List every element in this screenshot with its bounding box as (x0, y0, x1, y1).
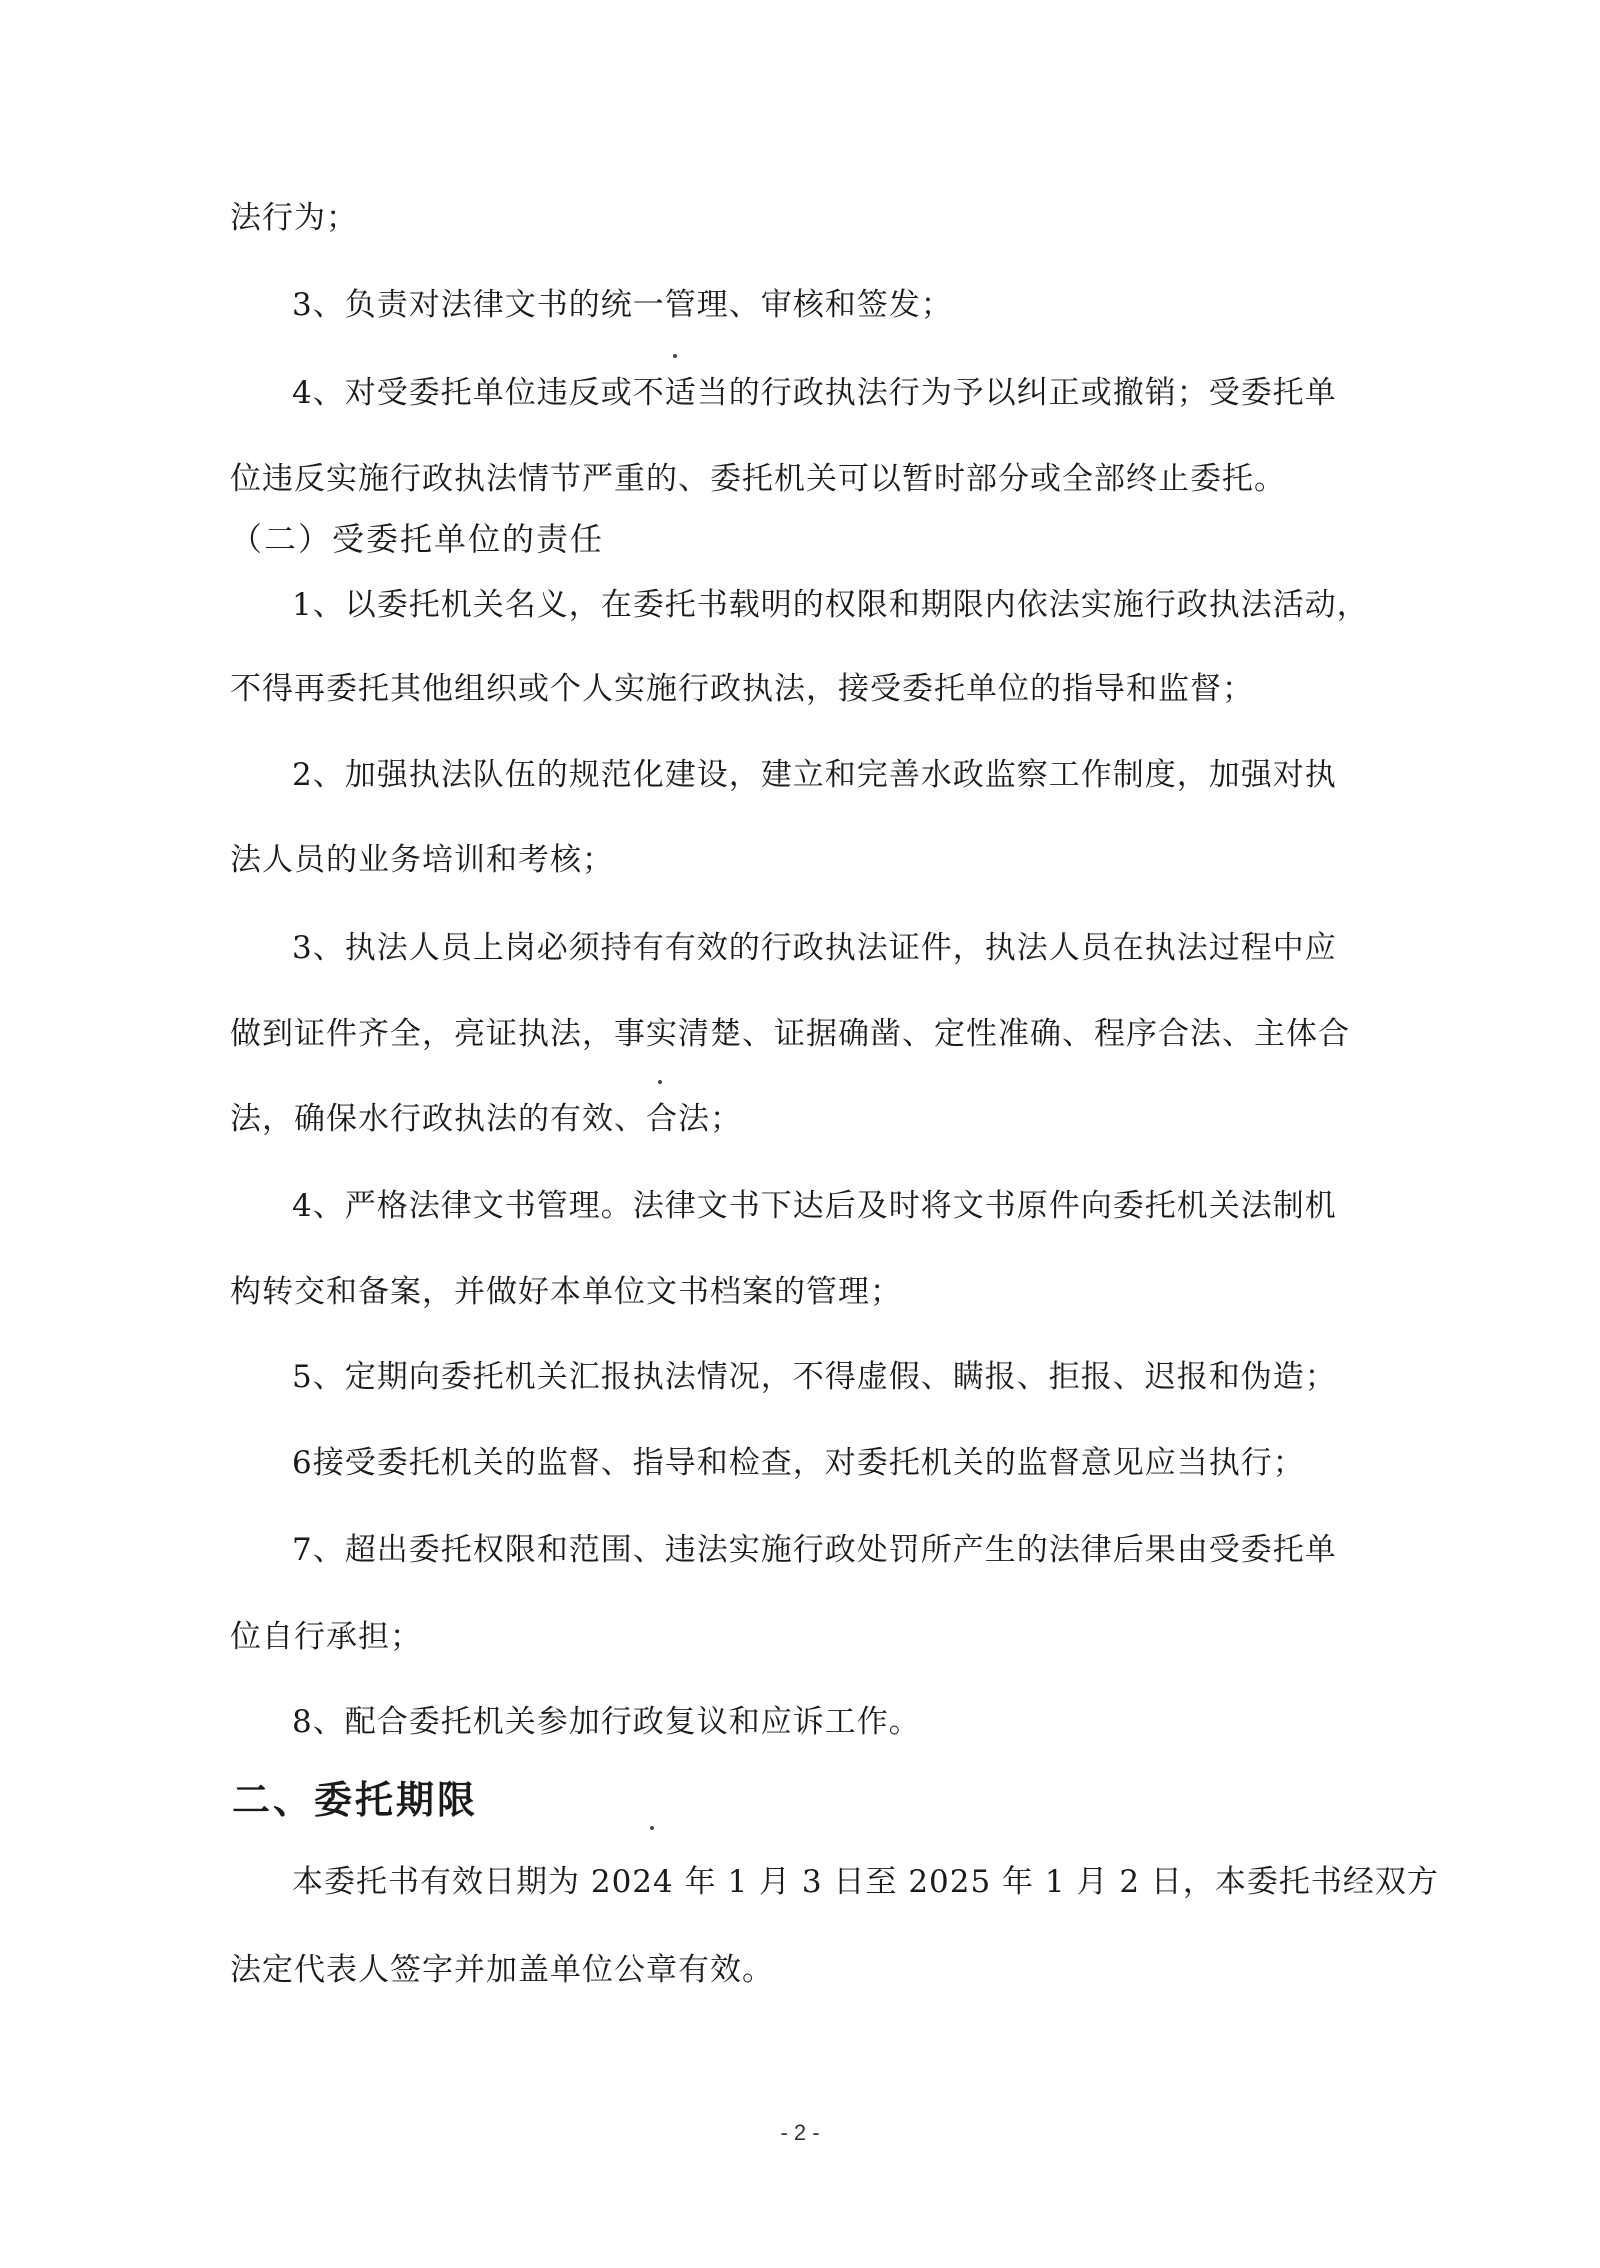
text-line-duty-5: 5、定期向委托机关汇报执法情况，不得虚假、瞒报、拒报、迟报和伪造； (292, 1359, 1337, 1395)
scan-speck (658, 1080, 662, 1084)
text-line-term: 本委托书有效日期为 2024 年 1 月 3 日至 2025 年 1 月 2 日，本委托书经双方 (292, 1864, 1439, 1900)
text-line-duty-3-cont2: 法，确保水行政执法的有效、合法； (230, 1101, 742, 1137)
text-line-duty-2-cont: 法人员的业务培训和考核； (230, 842, 614, 878)
text-line-item-4-cont: 位违反实施行政执法情节严重的、委托机关可以暂时部分或全部终止委托。 (230, 461, 1286, 497)
text-line-duty-7-cont: 位自行承担； (230, 1619, 422, 1655)
text-line-duty-7: 7、超出委托权限和范围、违法实施行政处罚所产生的法律后果由受委托单 (292, 1532, 1337, 1568)
page-number: - 2 - (780, 2120, 820, 2145)
text-line-duty-4: 4、严格法律文书管理。法律文书下达后及时将文书原件向委托机关法制机 (292, 1188, 1337, 1224)
text-line-item-4: 4、对受委托单位违反或不适当的行政执法行为予以纠正或撤销；受委托单 (292, 375, 1337, 411)
text-line-duty-6: 6接受委托机关的监督、指导和检查，对委托机关的监督意见应当执行； (292, 1445, 1305, 1481)
scan-speck (650, 1826, 654, 1830)
text-line-duty-2: 2、加强执法队伍的规范化建设，建立和完善水政监察工作制度，加强对执 (292, 757, 1337, 793)
text-line-item-3: 3、负责对法律文书的统一管理、审核和签发； (292, 287, 953, 323)
text-line-duty-1: 1、以委托机关名义，在委托书载明的权限和期限内依法实施行政执法活动， (292, 587, 1369, 623)
text-line-continuation: 法行为； (230, 200, 358, 236)
scan-speck (673, 354, 677, 358)
section-heading-term: 二、委托期限 (232, 1778, 479, 1822)
text-line-duty-8: 8、配合委托机关参加行政复议和应诉工作。 (292, 1704, 921, 1740)
text-line-duty-4-cont: 构转交和备案，并做好本单位文书档案的管理； (230, 1274, 902, 1310)
text-line-term-cont: 法定代表人签字并加盖单位公章有效。 (230, 1952, 774, 1988)
section-heading-entrusted-duties: （二）受委托单位的责任 (230, 520, 605, 558)
text-line-duty-3: 3、执法人员上岗必须持有有效的行政执法证件，执法人员在执法过程中应 (292, 930, 1337, 966)
text-line-duty-3-cont: 做到证件齐全，亮证执法，事实清楚、证据确凿、定性准确、程序合法、主体合 (230, 1016, 1350, 1052)
text-line-duty-1-cont: 不得再委托其他组织或个人实施行政执法，接受委托单位的指导和监督； (230, 671, 1254, 707)
